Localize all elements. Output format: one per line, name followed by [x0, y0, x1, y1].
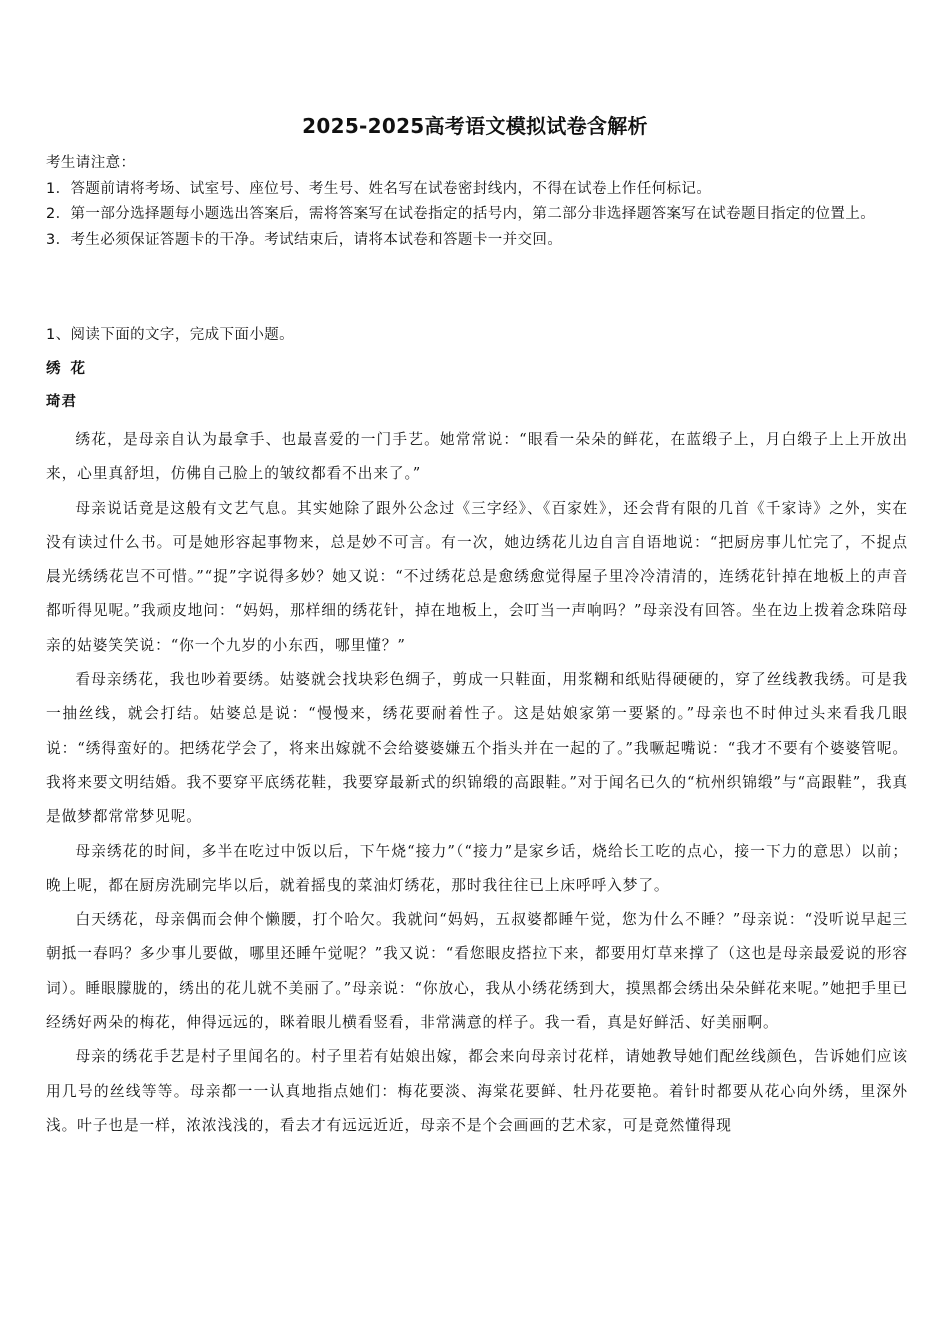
notice-heading: 考生请注意：: [46, 155, 136, 171]
essay-paragraph: 白天绣花，母亲偶而会伸个懒腰，打个哈欠。我就问“妈妈，五叔婆都睡午觉，您为什么不睡？”母亲说：“没听说早起三朝抵一春吗？多少事儿要做，哪里还睡午觉呢？”我又说：“看您眼皮搭拉下来，都要用灯草来撑了（这也是母亲最爱说的形容词）。睡眼朦胧的，绣出的花儿就不美丽了。”母亲说：“你放心，我从小绣花绣到大，摸黑都会绣出朵朵鲜花来呢。”她把手里已经绣好两朵的梅花，伸得远远的，眯着眼儿横看竖看，非常满意的样子。我一看，真是好鲜活、好美丽啊。: [46, 911, 908, 1032]
essay-author: 琦君: [46, 393, 77, 410]
essay-paragraph: 母亲的绣花手艺是村子里闻名的。村子里若有姑娘出嫁，都会来向母亲讨花样，请她教导她们配丝线颜色，告诉她们应该用几号的丝线等等。母亲都一一认真地指点她们：梅花要淡、海棠花要鲜、牡丹花要艳。着针时都要从花心向外绣，里深外浅。叶子也是一样，浓浓浅浅的，看去才有远远近近，母亲不是个会画画的艺术家，可是竟然懂得现: [46, 1048, 908, 1134]
page-title: 2025-2025高考语文模拟试卷含解析: [302, 114, 648, 138]
essay-title: 绣花: [46, 360, 95, 377]
essay-paragraph: 母亲绣花的时间，多半在吃过中饭以后，下午烧“接力”（“接力”是家乡话，烧给长工吃的点心，接一下力的意思）以前；晚上呢，都在厨房洗刷完毕以后，就着摇曳的菜油灯绣花，那时我往往已上床呼呼入梦了。: [46, 842, 908, 894]
question-instruction: 1、阅读下面的文字，完成下面小题。: [46, 327, 295, 343]
notice-item: 2．第一部分选择题每小题选出答案后，需将答案写在试卷指定的括号内，第二部分非选择题答案写在试卷题目指定的位置上。: [46, 206, 876, 222]
essay-paragraph: 绣花，是母亲自认为最拿手、也最喜爱的一门手艺。她常常说：“眼看一朵朵的鲜花，在蓝缎子上，月白缎子上上开放出来，心里真舒坦，仿佛自己脸上的皱纹都看不出来了。”: [46, 431, 908, 483]
notice-item: 1．答题前请将考场、试室号、座位号、考生号、姓名写在试卷密封线内，不得在试卷上作任何标记。: [46, 180, 712, 197]
notice-block: [46, 151, 906, 253]
essay-body: [46, 423, 908, 1143]
notice-item: 3．考生必须保证答题卡的干净。考试结束后，请将本试卷和答题卡一并交回。: [46, 231, 563, 248]
essay-paragraph: 母亲说话竟是这般有文艺气息。其实她除了跟外公念过《三字经》、《百家姓》，还会背有限的几首《千家诗》之外，实在没有读过什么书。可是她形容起事物来，总是妙不可言。有一次，她边绣花儿边自言自语地说：“把厨房事儿忙完了，不捉点晨光绣绣花岂不可惜。”“捉”字说得多妙？她又说：“不过绣花总是愈绣愈觉得屋子里冷冷清清的，连绣花针掉在地板上的声音都听得见呢。”我顽皮地问：“妈妈，那样细的绣花针，掉在地板上，会叮当一声响吗？”母亲没有回答。坐在边上拨着念珠陪母亲的姑婆笑笑说：“你一个九岁的小东西，哪里懂？”: [46, 499, 908, 654]
essay-paragraph: 看母亲绣花，我也吵着要绣。姑婆就会找块彩色绸子，剪成一只鞋面，用浆糊和纸贴得硬硬的，穿了丝线教我绣。可是我一抽丝线，就会打结。姑婆总是说：“慢慢来，绣花要耐着性子。这是姑娘家第一要紧的。”母亲也不时伸过头来看我几眼说：“绣得蛮好的。把绣花学会了，将来出嫁就不会给婆婆嫌五个指头并在一起的了。”我噘起嘴说：“我才不要有个婆婆管呢。我将来要文明结婚。我不要穿平底绣花鞋，我要穿最新式的织锦缎的高跟鞋。”对于闻名已久的“杭州织锦缎”与“高跟鞋”，我真是做梦都常常梦见呢。: [46, 671, 908, 826]
